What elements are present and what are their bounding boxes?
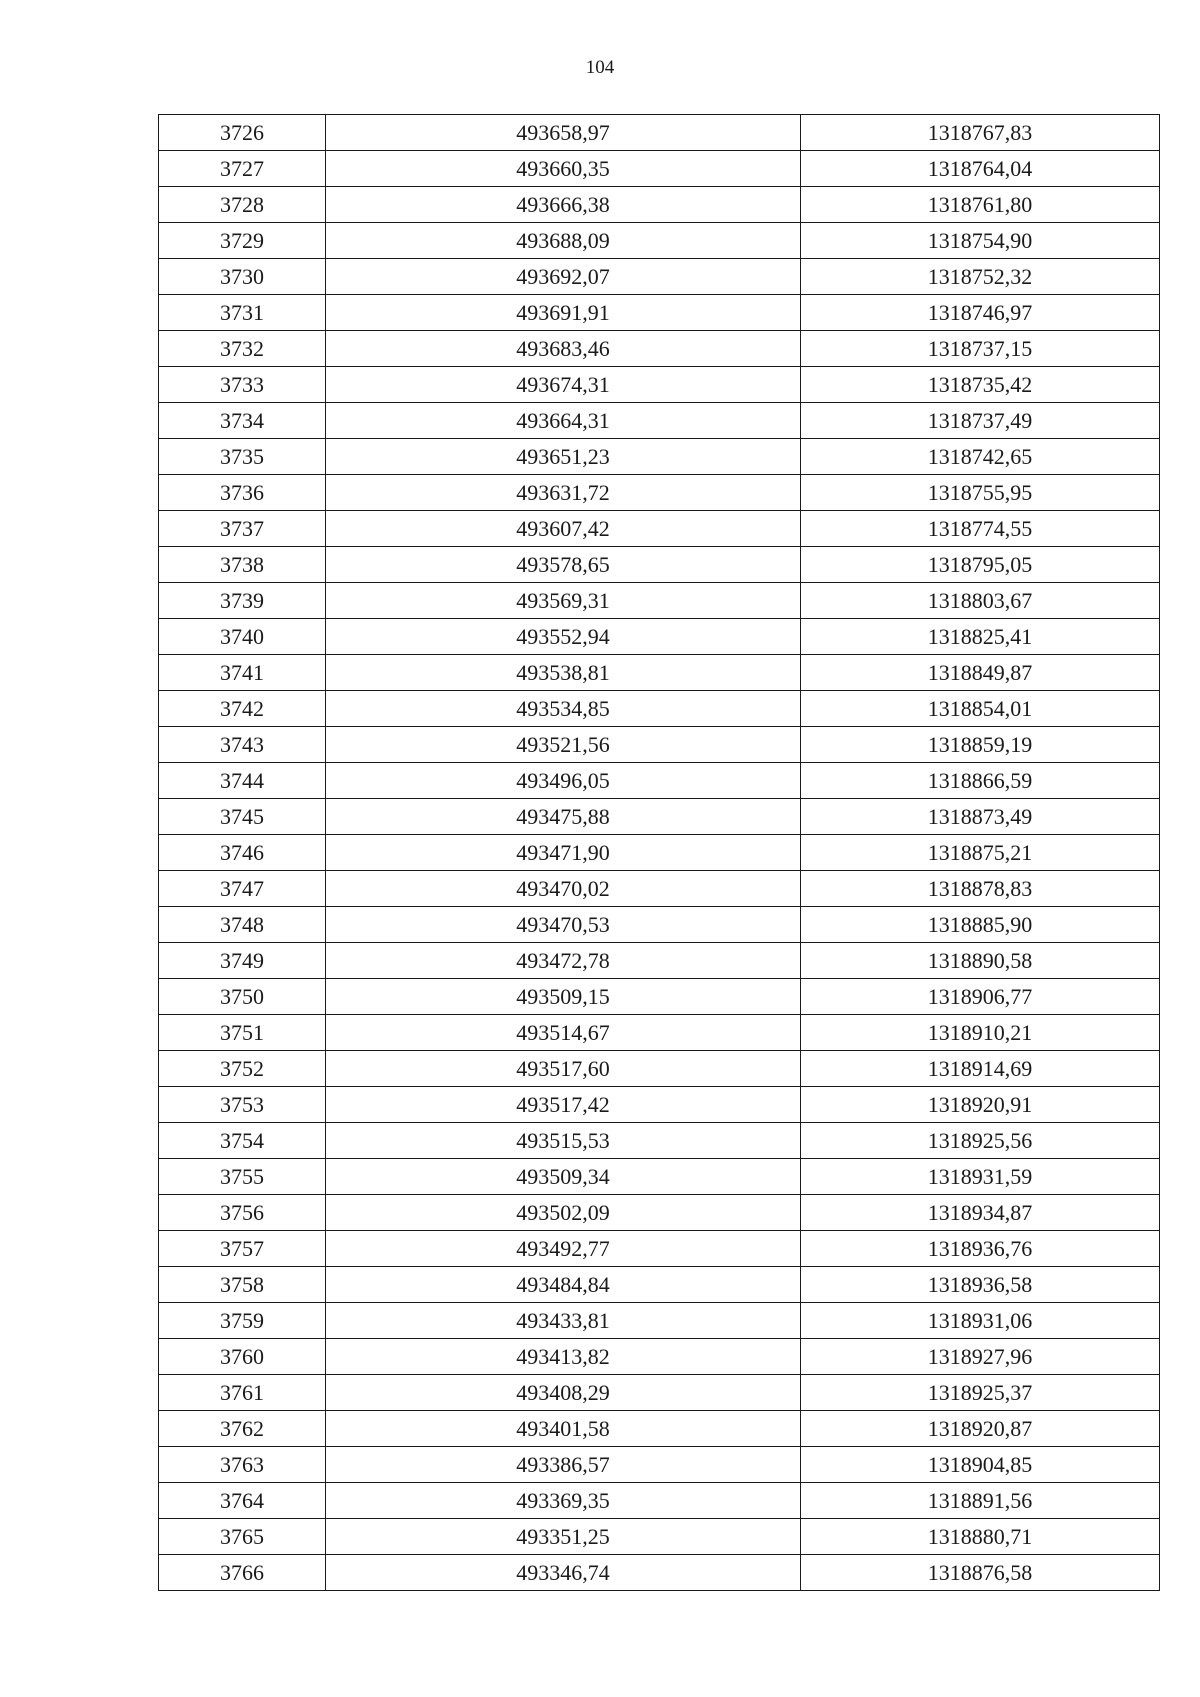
table-row (159, 1195, 1160, 1231)
x-coordinate-cell: 493683,46 (326, 331, 801, 367)
x-coordinate-cell: 493509,34 (326, 1159, 801, 1195)
y-coordinate-cell: 1318754,90 (801, 223, 1160, 259)
x-coordinate-cell: 493346,74 (326, 1555, 801, 1591)
x-coordinate-cell: 493692,07 (326, 259, 801, 295)
point-number-cell: 3733 (159, 367, 326, 403)
x-coordinate-cell: 493674,31 (326, 367, 801, 403)
x-coordinate-cell: 493471,90 (326, 835, 801, 871)
point-number-cell: 3759 (159, 1303, 326, 1339)
y-coordinate-cell: 1318767,83 (801, 115, 1160, 151)
x-coordinate-cell: 493664,31 (326, 403, 801, 439)
table-row (159, 1555, 1160, 1591)
point-number-cell: 3736 (159, 475, 326, 511)
x-coordinate-cell: 493484,84 (326, 1267, 801, 1303)
table-row (159, 619, 1160, 655)
x-coordinate-cell: 493569,31 (326, 583, 801, 619)
point-number-cell: 3747 (159, 871, 326, 907)
point-number-cell: 3758 (159, 1267, 326, 1303)
table-row (159, 223, 1160, 259)
x-coordinate-cell: 493413,82 (326, 1339, 801, 1375)
x-coordinate-cell: 493502,09 (326, 1195, 801, 1231)
x-coordinate-cell: 493509,15 (326, 979, 801, 1015)
table-row (159, 1519, 1160, 1555)
y-coordinate-cell: 1318891,56 (801, 1483, 1160, 1519)
table-row (159, 1447, 1160, 1483)
x-coordinate-cell: 493492,77 (326, 1231, 801, 1267)
point-number-cell: 3763 (159, 1447, 326, 1483)
y-coordinate-cell: 1318849,87 (801, 655, 1160, 691)
table-row (159, 799, 1160, 835)
coordinates-table (158, 114, 1160, 1591)
x-coordinate-cell: 493470,02 (326, 871, 801, 907)
y-coordinate-cell: 1318875,21 (801, 835, 1160, 871)
x-coordinate-cell: 493369,35 (326, 1483, 801, 1519)
y-coordinate-cell: 1318885,90 (801, 907, 1160, 943)
table-row (159, 403, 1160, 439)
point-number-cell: 3762 (159, 1411, 326, 1447)
table-row (159, 1483, 1160, 1519)
y-coordinate-cell: 1318866,59 (801, 763, 1160, 799)
point-number-cell: 3752 (159, 1051, 326, 1087)
point-number-cell: 3766 (159, 1555, 326, 1591)
y-coordinate-cell: 1318880,71 (801, 1519, 1160, 1555)
x-coordinate-cell: 493408,29 (326, 1375, 801, 1411)
x-coordinate-cell: 493514,67 (326, 1015, 801, 1051)
x-coordinate-cell: 493660,35 (326, 151, 801, 187)
table-row (159, 727, 1160, 763)
table-row (159, 1231, 1160, 1267)
table-row (159, 1015, 1160, 1051)
point-number-cell: 3760 (159, 1339, 326, 1375)
y-coordinate-cell: 1318936,76 (801, 1231, 1160, 1267)
y-coordinate-cell: 1318742,65 (801, 439, 1160, 475)
y-coordinate-cell: 1318890,58 (801, 943, 1160, 979)
table-row (159, 367, 1160, 403)
point-number-cell: 3753 (159, 1087, 326, 1123)
point-number-cell: 3743 (159, 727, 326, 763)
point-number-cell: 3748 (159, 907, 326, 943)
point-number-cell: 3754 (159, 1123, 326, 1159)
y-coordinate-cell: 1318920,87 (801, 1411, 1160, 1447)
y-coordinate-cell: 1318737,49 (801, 403, 1160, 439)
x-coordinate-cell: 493472,78 (326, 943, 801, 979)
y-coordinate-cell: 1318764,04 (801, 151, 1160, 187)
table-row (159, 151, 1160, 187)
point-number-cell: 3732 (159, 331, 326, 367)
y-coordinate-cell: 1318931,59 (801, 1159, 1160, 1195)
point-number-cell: 3757 (159, 1231, 326, 1267)
y-coordinate-cell: 1318910,21 (801, 1015, 1160, 1051)
y-coordinate-cell: 1318936,58 (801, 1267, 1160, 1303)
y-coordinate-cell: 1318920,91 (801, 1087, 1160, 1123)
point-number-cell: 3726 (159, 115, 326, 151)
x-coordinate-cell: 493386,57 (326, 1447, 801, 1483)
table-row (159, 115, 1160, 151)
table-row (159, 691, 1160, 727)
table-row (159, 907, 1160, 943)
point-number-cell: 3764 (159, 1483, 326, 1519)
y-coordinate-cell: 1318735,42 (801, 367, 1160, 403)
y-coordinate-cell: 1318854,01 (801, 691, 1160, 727)
table-row (159, 1411, 1160, 1447)
point-number-cell: 3751 (159, 1015, 326, 1051)
coordinates-table-body (159, 115, 1160, 1591)
y-coordinate-cell: 1318927,96 (801, 1339, 1160, 1375)
table-row (159, 1303, 1160, 1339)
table-row (159, 835, 1160, 871)
y-coordinate-cell: 1318934,87 (801, 1195, 1160, 1231)
x-coordinate-cell: 493631,72 (326, 475, 801, 511)
table-row (159, 511, 1160, 547)
table-row (159, 475, 1160, 511)
table-row (159, 259, 1160, 295)
x-coordinate-cell: 493578,65 (326, 547, 801, 583)
point-number-cell: 3735 (159, 439, 326, 475)
y-coordinate-cell: 1318914,69 (801, 1051, 1160, 1087)
x-coordinate-cell: 493552,94 (326, 619, 801, 655)
point-number-cell: 3756 (159, 1195, 326, 1231)
y-coordinate-cell: 1318876,58 (801, 1555, 1160, 1591)
table-row (159, 1087, 1160, 1123)
x-coordinate-cell: 493688,09 (326, 223, 801, 259)
table-row (159, 655, 1160, 691)
table-row (159, 1375, 1160, 1411)
x-coordinate-cell: 493496,05 (326, 763, 801, 799)
x-coordinate-cell: 493538,81 (326, 655, 801, 691)
point-number-cell: 3729 (159, 223, 326, 259)
y-coordinate-cell: 1318755,95 (801, 475, 1160, 511)
y-coordinate-cell: 1318906,77 (801, 979, 1160, 1015)
point-number-cell: 3728 (159, 187, 326, 223)
x-coordinate-cell: 493521,56 (326, 727, 801, 763)
point-number-cell: 3738 (159, 547, 326, 583)
point-number-cell: 3750 (159, 979, 326, 1015)
point-number-cell: 3744 (159, 763, 326, 799)
y-coordinate-cell: 1318825,41 (801, 619, 1160, 655)
point-number-cell: 3730 (159, 259, 326, 295)
y-coordinate-cell: 1318761,80 (801, 187, 1160, 223)
point-number-cell: 3734 (159, 403, 326, 439)
y-coordinate-cell: 1318746,97 (801, 295, 1160, 331)
x-coordinate-cell: 493517,42 (326, 1087, 801, 1123)
y-coordinate-cell: 1318859,19 (801, 727, 1160, 763)
x-coordinate-cell: 493534,85 (326, 691, 801, 727)
y-coordinate-cell: 1318803,67 (801, 583, 1160, 619)
y-coordinate-cell: 1318878,83 (801, 871, 1160, 907)
y-coordinate-cell: 1318737,15 (801, 331, 1160, 367)
table-row (159, 439, 1160, 475)
table-row (159, 187, 1160, 223)
table-row (159, 295, 1160, 331)
point-number-cell: 3765 (159, 1519, 326, 1555)
x-coordinate-cell: 493651,23 (326, 439, 801, 475)
point-number-cell: 3727 (159, 151, 326, 187)
table-row (159, 871, 1160, 907)
table-row (159, 1123, 1160, 1159)
x-coordinate-cell: 493470,53 (326, 907, 801, 943)
y-coordinate-cell: 1318752,32 (801, 259, 1160, 295)
table-row (159, 1159, 1160, 1195)
point-number-cell: 3745 (159, 799, 326, 835)
y-coordinate-cell: 1318795,05 (801, 547, 1160, 583)
table-row (159, 547, 1160, 583)
table-row (159, 583, 1160, 619)
x-coordinate-cell: 493517,60 (326, 1051, 801, 1087)
x-coordinate-cell: 493351,25 (326, 1519, 801, 1555)
point-number-cell: 3742 (159, 691, 326, 727)
x-coordinate-cell: 493433,81 (326, 1303, 801, 1339)
x-coordinate-cell: 493691,91 (326, 295, 801, 331)
table-row (159, 1267, 1160, 1303)
y-coordinate-cell: 1318925,37 (801, 1375, 1160, 1411)
table-row (159, 943, 1160, 979)
x-coordinate-cell: 493475,88 (326, 799, 801, 835)
y-coordinate-cell: 1318904,85 (801, 1447, 1160, 1483)
point-number-cell: 3741 (159, 655, 326, 691)
y-coordinate-cell: 1318774,55 (801, 511, 1160, 547)
y-coordinate-cell: 1318873,49 (801, 799, 1160, 835)
point-number-cell: 3737 (159, 511, 326, 547)
table-row (159, 1339, 1160, 1375)
point-number-cell: 3746 (159, 835, 326, 871)
y-coordinate-cell: 1318931,06 (801, 1303, 1160, 1339)
x-coordinate-cell: 493401,58 (326, 1411, 801, 1447)
page-number: 104 (585, 57, 615, 78)
point-number-cell: 3731 (159, 295, 326, 331)
table-row (159, 1051, 1160, 1087)
table-row (159, 331, 1160, 367)
point-number-cell: 3740 (159, 619, 326, 655)
point-number-cell: 3755 (159, 1159, 326, 1195)
y-coordinate-cell: 1318925,56 (801, 1123, 1160, 1159)
table-row (159, 763, 1160, 799)
x-coordinate-cell: 493658,97 (326, 115, 801, 151)
table-row (159, 979, 1160, 1015)
x-coordinate-cell: 493607,42 (326, 511, 801, 547)
point-number-cell: 3761 (159, 1375, 326, 1411)
x-coordinate-cell: 493515,53 (326, 1123, 801, 1159)
point-number-cell: 3749 (159, 943, 326, 979)
x-coordinate-cell: 493666,38 (326, 187, 801, 223)
point-number-cell: 3739 (159, 583, 326, 619)
